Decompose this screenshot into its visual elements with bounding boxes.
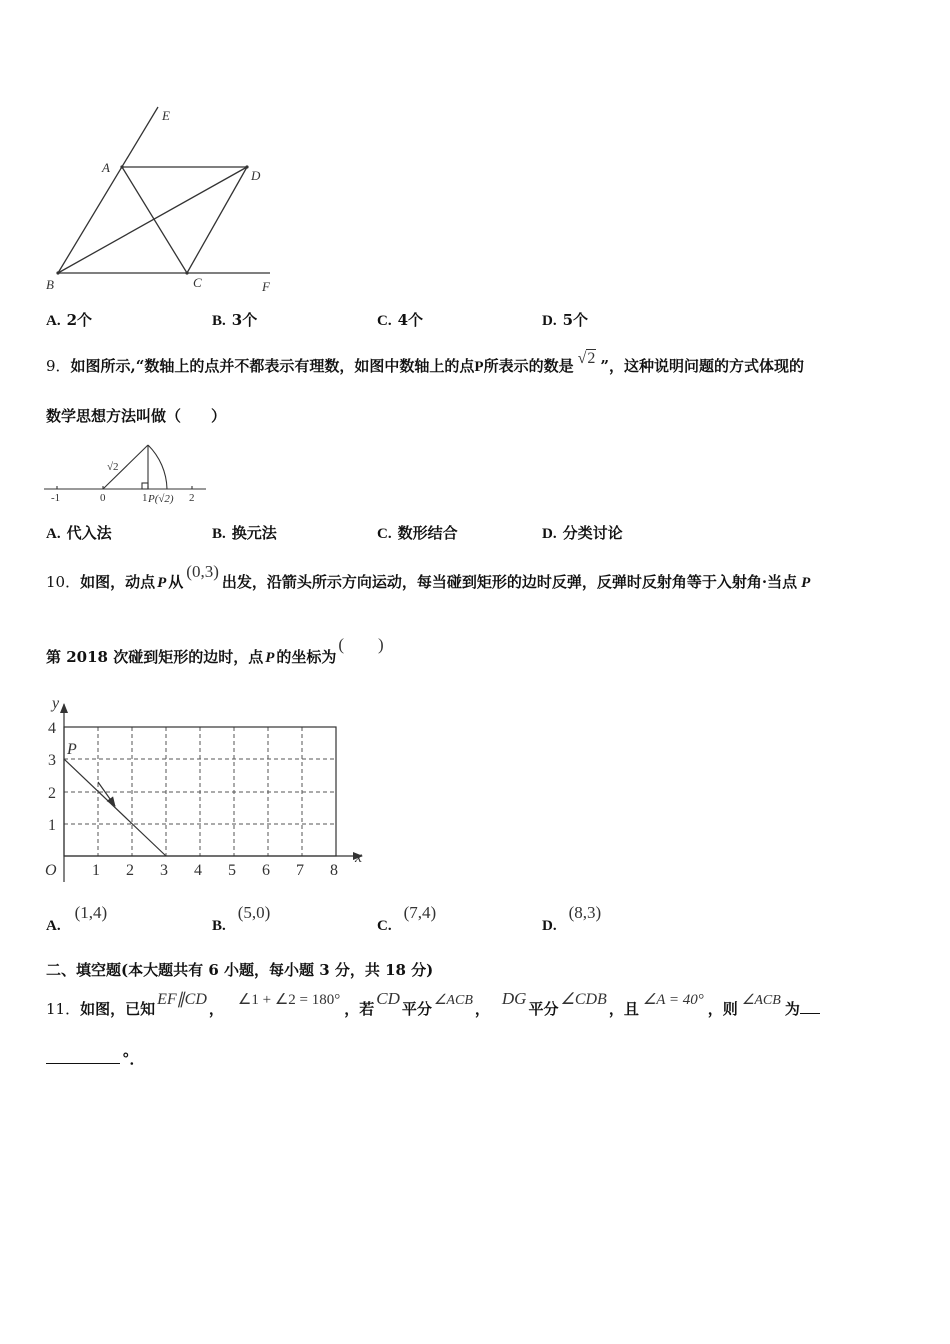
hyp-label: √2 [107,461,119,473]
option-text: (8,3) [568,903,602,922]
segment-ac [122,167,187,273]
label-e: E [162,108,170,123]
q11-t5: ， [474,1000,490,1018]
q11-m6: ∠CDB [560,991,607,1008]
x-tick-1: 1 [92,862,100,879]
y-tick-1: 1 [48,817,56,834]
q9-stem-line2: 数学思想方法叫做（ ） [46,407,227,425]
section2-heading: 二、填空题(本大题共有 6 小题，每小题 3 分，共 18 分) [46,961,434,979]
right-angle-mark [142,483,148,489]
q11-t6: 平分 [528,1000,559,1018]
q10-text2: 从 [168,573,184,591]
q11-end: °． [122,1050,145,1068]
q11-m7: ∠A = 40° [642,992,704,1008]
q9-option-c[interactable] [377,526,458,542]
q10-point3: P [265,650,275,666]
q10-paren: ( ) [338,635,384,654]
point-c [185,271,188,274]
q9-option-b[interactable] [212,526,277,542]
tick-label-minus1: -1 [51,492,61,504]
tick-label-1: 1 [142,492,148,504]
q10-number: 10． [46,573,81,591]
q11-blank-part2[interactable] [46,1050,120,1064]
ray-be [58,107,158,273]
q9-text-mid: 所表示的数是 [483,357,574,375]
option-letter: A. [46,918,61,934]
q11-t7: ，且 [608,1000,639,1018]
y-axis-label: y [52,695,60,712]
q11-m2: ∠1 + ∠2 = 180° [237,992,341,1008]
x-axis-label: x [355,849,363,866]
q11-t2: ， [208,1000,224,1018]
x-tick-6: 6 [262,862,270,879]
label-c: C [193,275,202,290]
q11-t4: 平分 [401,1000,432,1018]
option-text: 2个 [66,311,93,329]
q8-option-d[interactable] [542,313,588,329]
label-f: F [262,279,270,294]
option-letter: B. [212,313,226,329]
q10-option-c[interactable] [377,903,437,934]
q11-m3: CD [376,989,400,1008]
option-letter: C. [377,918,392,934]
q11-t1: 如图，已知 [80,1000,156,1018]
q11-m8: ∠ACB [741,993,781,1008]
label-b: B [46,277,54,292]
option-text: 代入法 [66,524,112,542]
q8-geometry-figure [40,100,290,300]
option-text: (5,0) [237,903,271,922]
q10-point: P [157,575,167,591]
x-tick-5: 5 [228,862,236,879]
q11-t9: 为 [784,1000,800,1018]
q10-start: (0,3) [186,562,219,581]
q9-option-d[interactable] [542,526,623,542]
option-text: 5个 [562,311,589,329]
option-letter: D. [542,313,557,329]
origin-label: O [45,862,57,879]
option-letter: A. [46,313,61,329]
option-letter: B. [212,918,226,934]
q10-line2a: 第 2018 次碰到矩形的边时，点 [46,648,264,666]
q10-coordinate-graph [40,692,375,884]
q9-text-after: ”，这种说明问题的方式体现的 [600,357,805,375]
option-letter: C. [377,526,392,542]
arc [148,445,167,489]
option-text: 分类讨论 [562,524,623,542]
q9-option-a[interactable] [46,526,112,542]
option-letter: C. [377,313,392,329]
p-label: P [67,741,77,758]
point-b [56,271,59,274]
point-label: P(√2) [148,493,174,505]
option-text: 数形结合 [397,524,458,542]
y-tick-4: 4 [48,720,56,737]
q11-stem-line1 [46,989,820,1018]
option-letter: A. [46,526,61,542]
tick-label-0: 0 [100,492,106,504]
q11-m1: EF∥CD [157,991,207,1008]
q10-stem-line2 [46,635,384,666]
label-d: D [251,168,261,183]
path-p [64,759,166,856]
x-tick-3: 3 [160,862,168,879]
q11-t3: ，若 [344,1000,375,1018]
q10-option-a[interactable] [46,903,108,934]
tick-label-2: 2 [189,492,195,504]
q9-stem-line1 [46,350,805,375]
q11-m5: DG [501,989,527,1008]
option-text: (1,4) [74,903,108,922]
q11-stem-line2 [46,1050,145,1067]
option-letter: D. [542,918,557,934]
q10-stem-line1 [46,562,811,591]
point-d [245,165,248,168]
x-tick-2: 2 [126,862,134,879]
q9-sqrt: √2 [577,350,596,367]
option-text: 换元法 [231,524,277,542]
q8-option-a[interactable] [46,313,92,329]
x-tick-8: 8 [330,862,338,879]
q9-text-before: 如图所示,“数轴上的点并不都表示有理数，如图中数轴上的点 [70,357,475,375]
q10-line2b: 的坐标为 [276,648,337,666]
q10-option-b[interactable] [212,903,271,934]
q10-text1: 如图，动点 [80,573,156,591]
point-a [120,165,123,168]
q9-number: 9． [46,357,71,375]
q8-option-c[interactable] [377,313,423,329]
segment-bd [58,167,247,273]
q11-blank-part1[interactable] [800,1013,820,1014]
q11-number: 11． [46,1000,81,1018]
q10-text3: 出发，沿箭头所示方向运动，每当碰到矩形的边时反弹，反弹时反射角等于入射角·当点 [221,573,798,591]
y-tick-2: 2 [48,785,56,802]
q11-t8: ，则 [707,1000,738,1018]
q11-m4: ∠ACB [433,993,473,1008]
segment-dc [187,167,247,273]
q9-point: P [474,359,484,375]
q9-number-line-figure [44,443,212,505]
y-tick-3: 3 [48,752,56,769]
q10-point2: P [801,575,811,591]
option-text: 3个 [231,311,258,329]
option-letter: D. [542,526,557,542]
label-a: A [102,160,110,175]
x-tick-7: 7 [296,862,304,879]
sqrt-radicand: 2 [587,350,596,367]
option-text: 4个 [397,311,424,329]
x-tick-4: 4 [194,862,202,879]
q10-option-d[interactable] [542,903,602,934]
q8-option-b[interactable] [212,313,257,329]
option-letter: B. [212,526,226,542]
option-text: (7,4) [403,903,437,922]
